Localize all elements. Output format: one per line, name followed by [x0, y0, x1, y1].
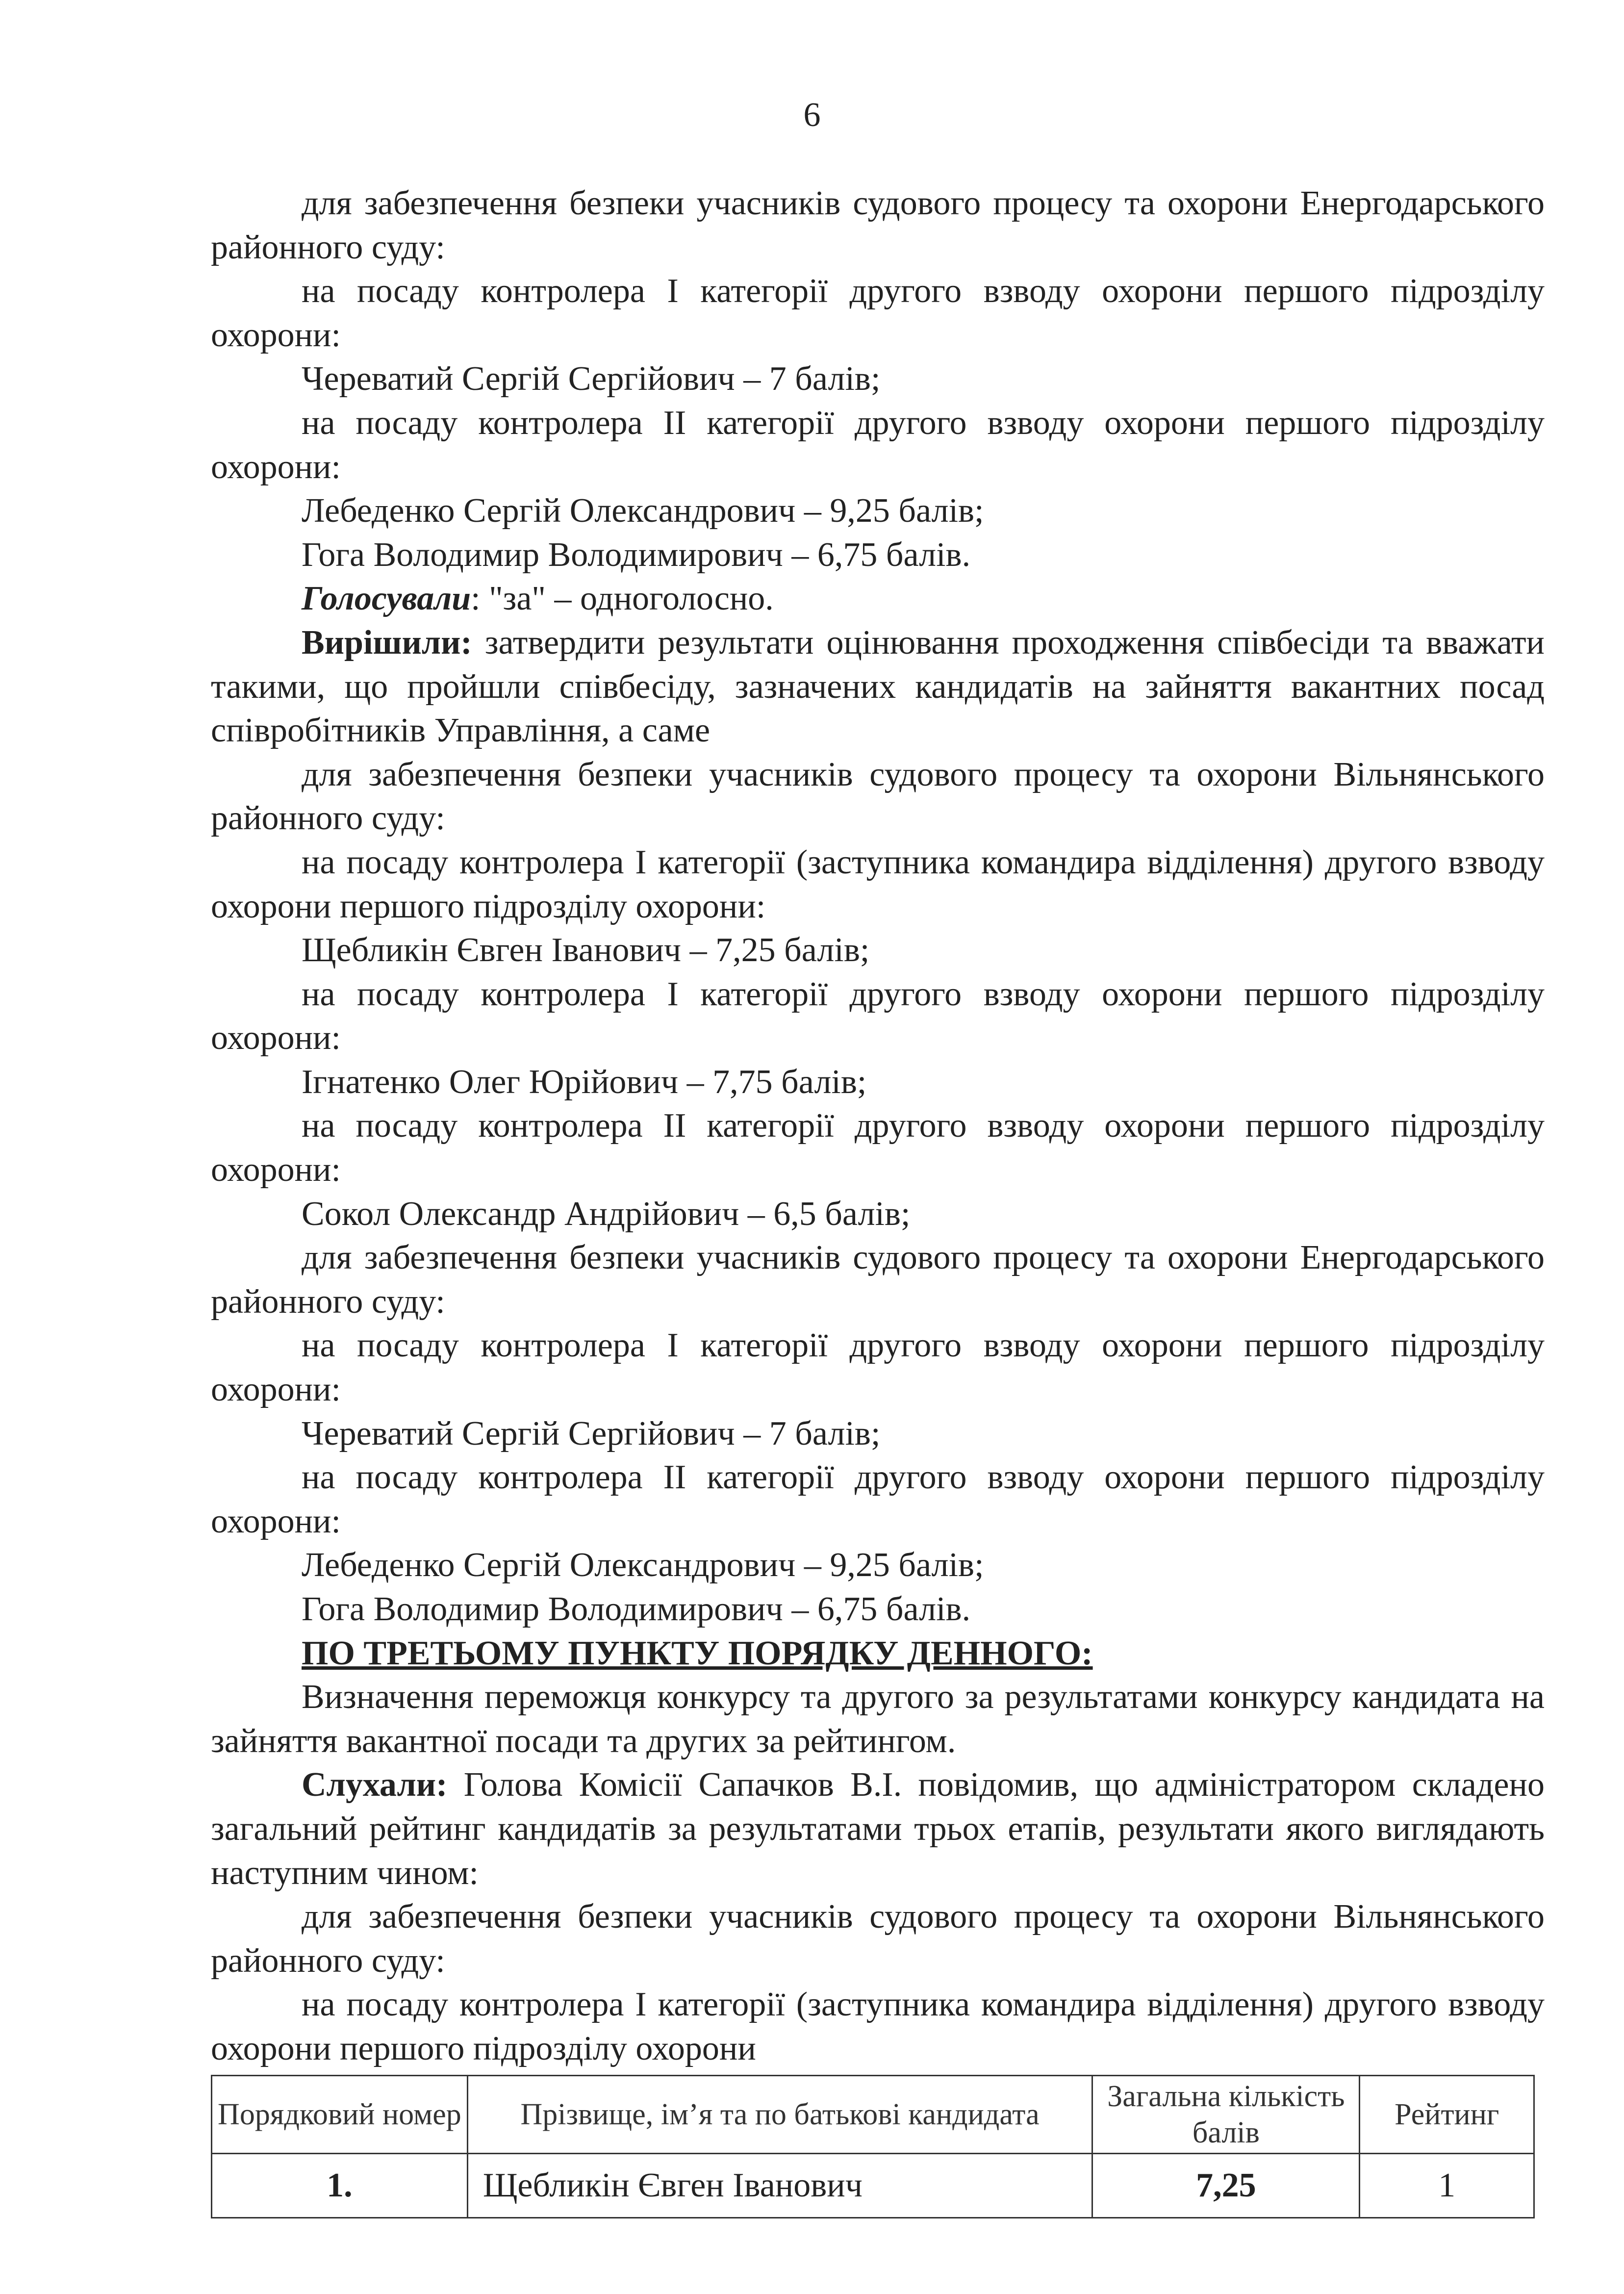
- candidate-line: Лебеденко Сергій Олександрович – 9,25 балів;: [302, 1546, 984, 1584]
- paragraph: на посаду контролера ІІ категорії другого взводу охорони першого підрозділу охорони:: [211, 1458, 1545, 1540]
- paragraph: на посаду контролера І категорії другого взводу охорони першого підрозділу охорони:: [211, 975, 1545, 1057]
- candidate-line: Сокол Олександр Андрійович – 6,5 балів;: [302, 1195, 911, 1233]
- candidate-line: Щебликін Євген Іванович – 7,25 балів;: [302, 931, 870, 969]
- paragraph: на посаду контролера І категорії другого взводу охорони першого підрозділу охорони:: [211, 272, 1545, 354]
- document-body: [211, 181, 1545, 2218]
- candidate-line: Гога Володимир Володимирович – 6,75 балів.: [302, 535, 971, 574]
- candidate-line: Череватий Сергій Сергійович – 7 балів;: [302, 1414, 881, 1453]
- agenda-heading: ПО ТРЕТЬОМУ ПУНКТУ ПОРЯДКУ ДЕННОГО:: [302, 1634, 1093, 1672]
- candidate-line: Череватий Сергій Сергійович – 7 балів;: [302, 360, 881, 398]
- paragraph: на посаду контролера І категорії другого взводу охорони першого підрозділу охорони:: [211, 1326, 1545, 1409]
- decision-label: Вирішили:: [302, 623, 472, 662]
- candidate-line: Лебеденко Сергій Олександрович – 9,25 балів;: [302, 492, 984, 530]
- heard-label: Слухали:: [302, 1766, 448, 1804]
- paragraph: для забезпечення безпеки учасників судового процесу та охорони Енергодарського районного суду:: [211, 184, 1545, 266]
- header-total: Загальна кількість балів: [1092, 2075, 1360, 2153]
- paragraph: для забезпечення безпеки учасників судового процесу та охорони Енергодарського районного суду:: [211, 1239, 1545, 1321]
- heard-text: Голова Комісії Сапачков В.І. повідомив, що адміністратором складено загальний рейтинг кандидатів за результатами трьох етапів, результати якого виглядають наступним чином:: [211, 1766, 1545, 1892]
- page-number: 6: [803, 96, 821, 134]
- paragraph: на посаду контролера ІІ категорії другого взводу охорони першого підрозділу охорони:: [211, 404, 1545, 486]
- decision-paragraph: [211, 621, 1545, 753]
- vote-text: : "за" – одноголосно.: [471, 580, 774, 618]
- table-header-row: [212, 2075, 1534, 2153]
- rating-table: [211, 2075, 1535, 2218]
- header-rank: Рейтинг: [1360, 2075, 1534, 2153]
- cell-name: Щебликін Євген Іванович: [467, 2153, 1092, 2218]
- header-name: Прізвище, ім’я та по батькові кандидата: [467, 2075, 1092, 2153]
- vote-label: Голосували: [302, 580, 471, 618]
- cell-number: 1.: [212, 2153, 468, 2218]
- table-row: [212, 2153, 1534, 2218]
- paragraph: для забезпечення безпеки учасників судового процесу та охорони Вільнянського районного суду:: [211, 1898, 1545, 1980]
- paragraph: на посаду контролера І категорії (заступника командира відділення) другого взводу охорони першого підрозділу охорони: [211, 1986, 1545, 2067]
- vote-paragraph: [211, 577, 1545, 621]
- paragraph: на посаду контролера І категорії (заступника командира відділення) другого взводу охорони першого підрозділу охорони:: [211, 843, 1545, 925]
- candidate-line: Гога Володимир Володимирович – 6,75 балів.: [302, 1590, 971, 1628]
- cell-total: 7,25: [1092, 2153, 1360, 2218]
- decision-text: затвердити результати оцінювання проходження співбесіди та вважати такими, що пройшли співбесіду, зазначених кандидатів на зайняття вакантних посад співробітників Управління, а саме: [211, 623, 1545, 750]
- candidate-line: Ігнатенко Олег Юрійович – 7,75 балів;: [302, 1063, 867, 1101]
- header-number: Порядковий номер: [212, 2075, 468, 2153]
- paragraph: для забезпечення безпеки учасників судового процесу та охорони Вільнянського районного суду:: [211, 755, 1545, 838]
- heard-paragraph: [211, 1763, 1545, 1895]
- cell-rank: 1: [1360, 2153, 1534, 2218]
- agenda-item: Визначення переможця конкурсу та другого за результатами конкурсу кандидата на зайняття вакантної посади та других за рейтингом.: [211, 1678, 1545, 1760]
- paragraph: на посаду контролера ІІ категорії другого взводу охорони першого підрозділу охорони:: [211, 1107, 1545, 1189]
